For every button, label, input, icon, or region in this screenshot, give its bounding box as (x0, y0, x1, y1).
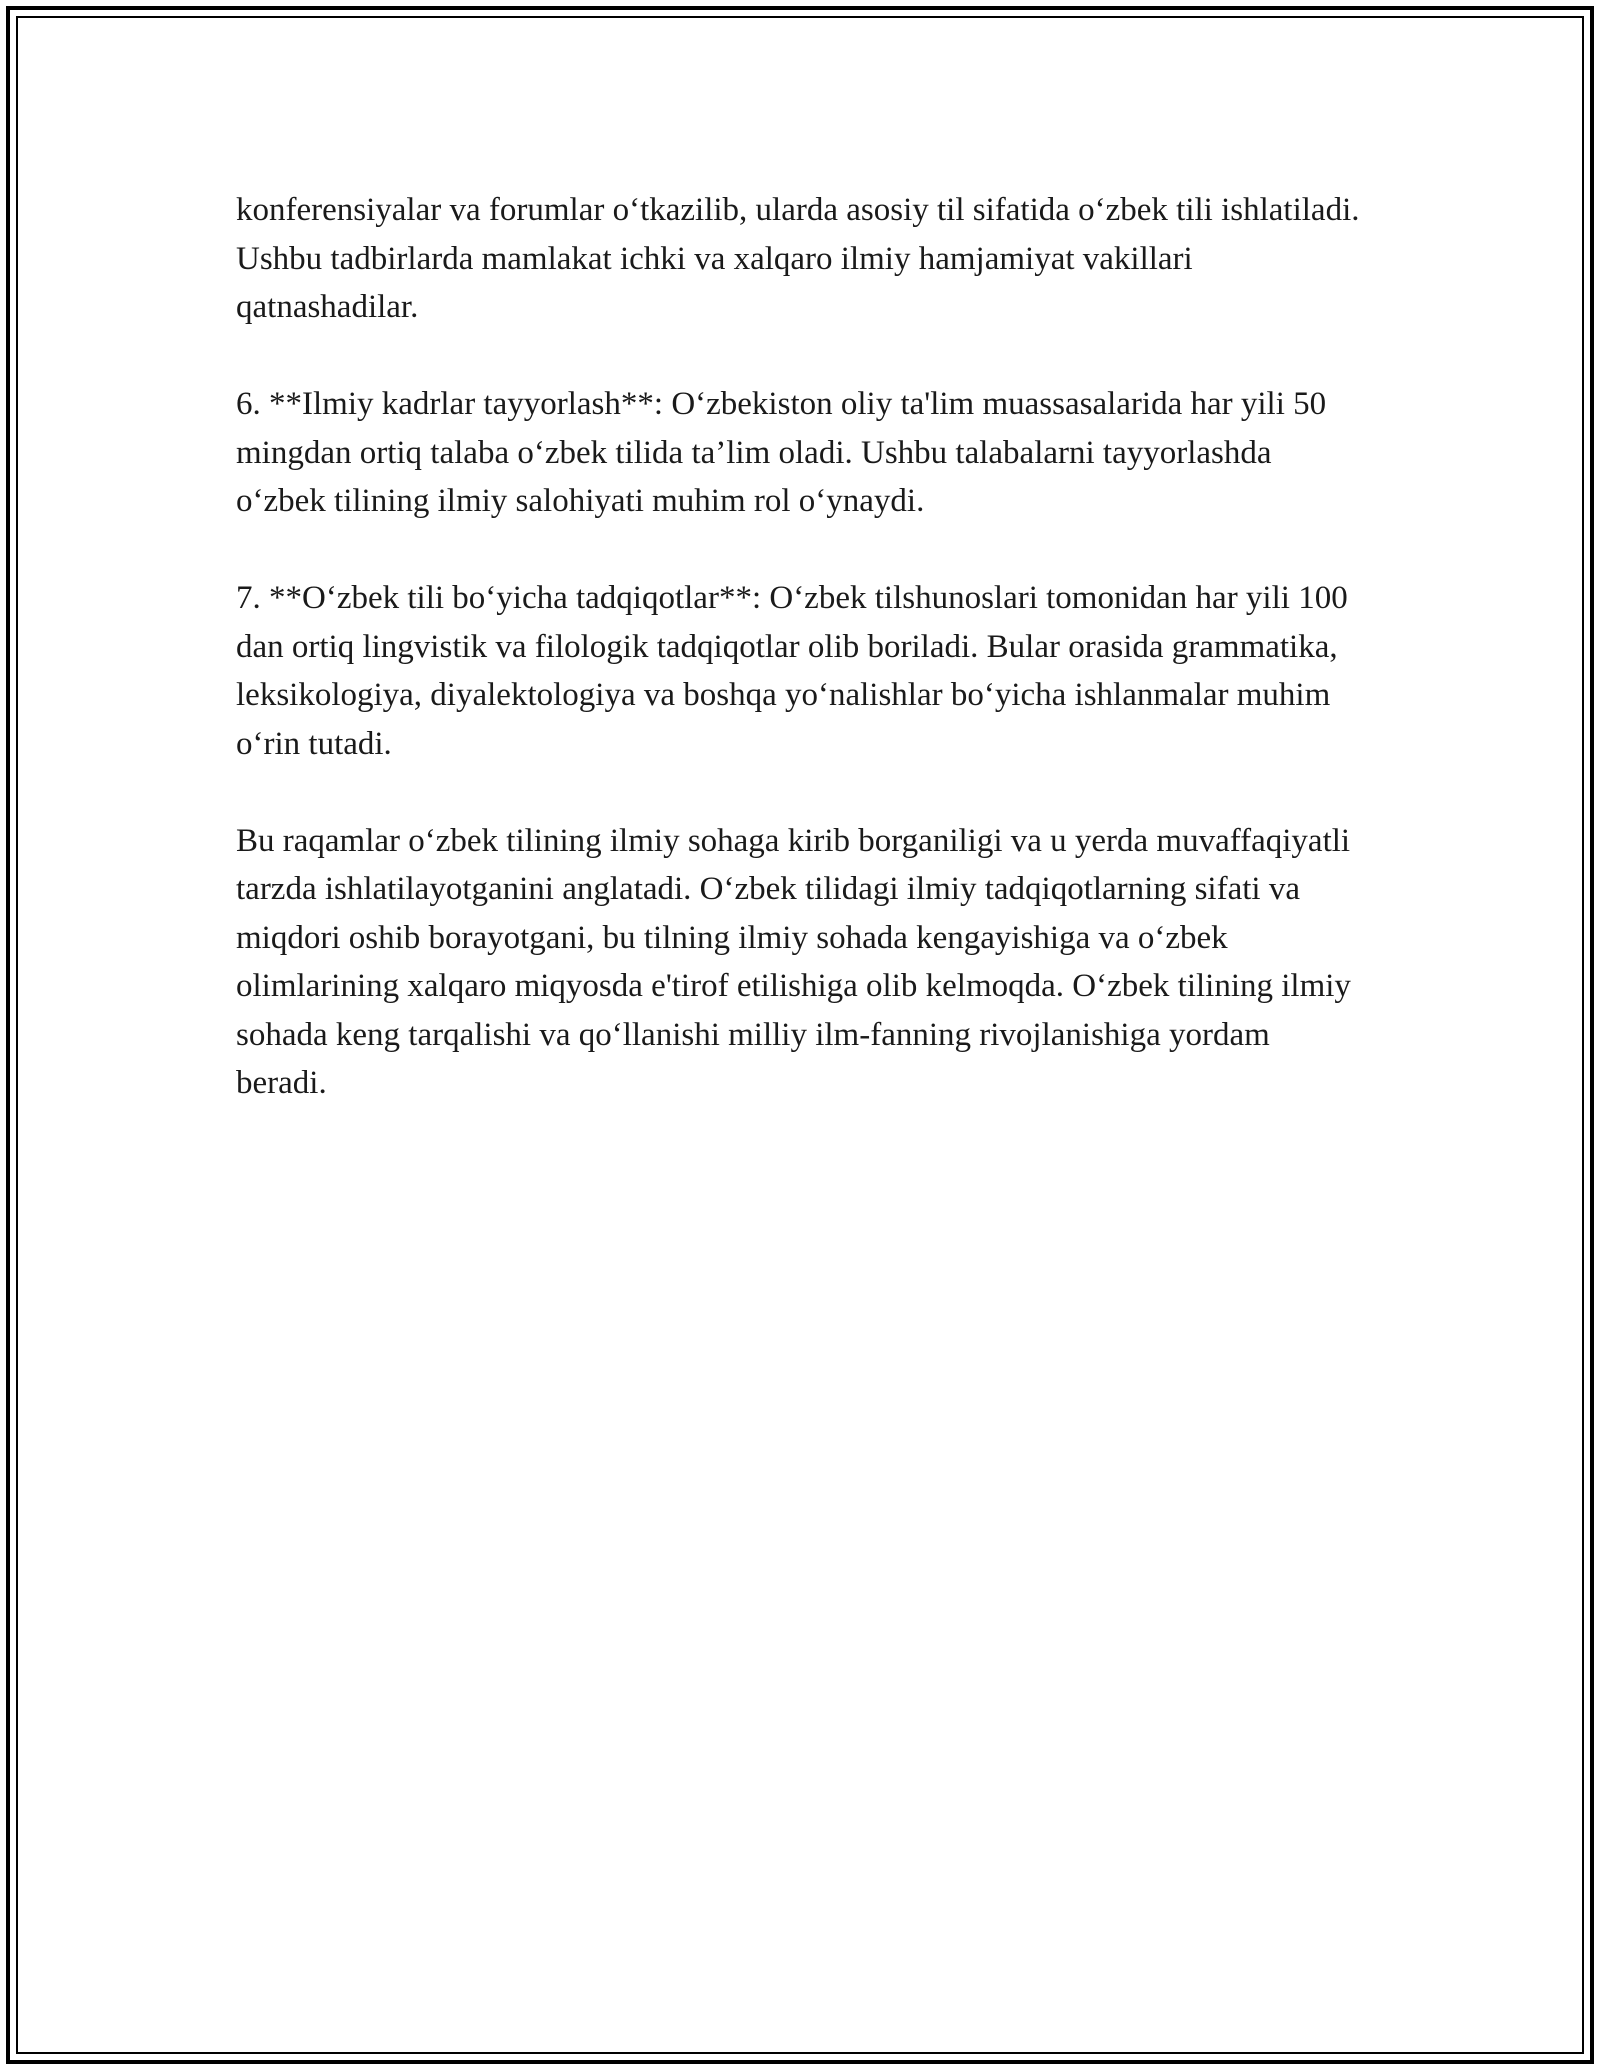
paragraph-conclusion: Bu raqamlar o‘zbek tilining ilmiy sohaga kirib borganiligi va u yerda muvaffaqiyatli tarzda ishlatilayotganini anglatadi. O‘zbek tilidagi ilmiy tadqiqotlarning sifati va miqdori oshib borayotgani, bu tilning ilmiy sohada kengayishiga va o‘zbek olimlarining xalqaro miqyosda e'tirof etilishiga olib kelmoqda. O‘zbek tilining ilmiy sohada keng tarqalishi va qo‘llanishi milliy ilm-fanning rivojlanishiga yordam beradi. (236, 822, 1351, 1101)
document-body (236, 186, 1366, 1156)
paragraph-uzbek-research: 7. **O‘zbek tili bo‘yicha tadqiqotlar**: O‘zbek tilshunoslari tomonidan har yili 100 dan ortiq lingvistik va filologik tadqiqotlar olib boriladi. Bular orasida grammatika, leksikologiya, diyalektologiya va boshqa yo‘nalishlar bo‘yicha ishlanmalar muhim o‘rin tutadi. (236, 580, 1348, 762)
paragraph-scientific-personnel: 6. **Ilmiy kadrlar tayyorlash**: O‘zbekiston oliy ta'lim muassasalarida har yili 50 mingdan ortiq talaba o‘zbek tilida ta’lim oladi. Ushbu talabalarni tayyorlashda o‘zbek tilining ilmiy salohiyati muhim rol o‘ynaydi. (236, 386, 1327, 519)
paragraph-conferences: konferensiyalar va forumlar o‘tkazilib, ularda asosiy til sifatida o‘zbek tili ishlatiladi. Ushbu tadbirlarda mamlakat ichki va xalqaro ilmiy hamjamiyat vakillari qatnashadilar. (236, 192, 1360, 325)
